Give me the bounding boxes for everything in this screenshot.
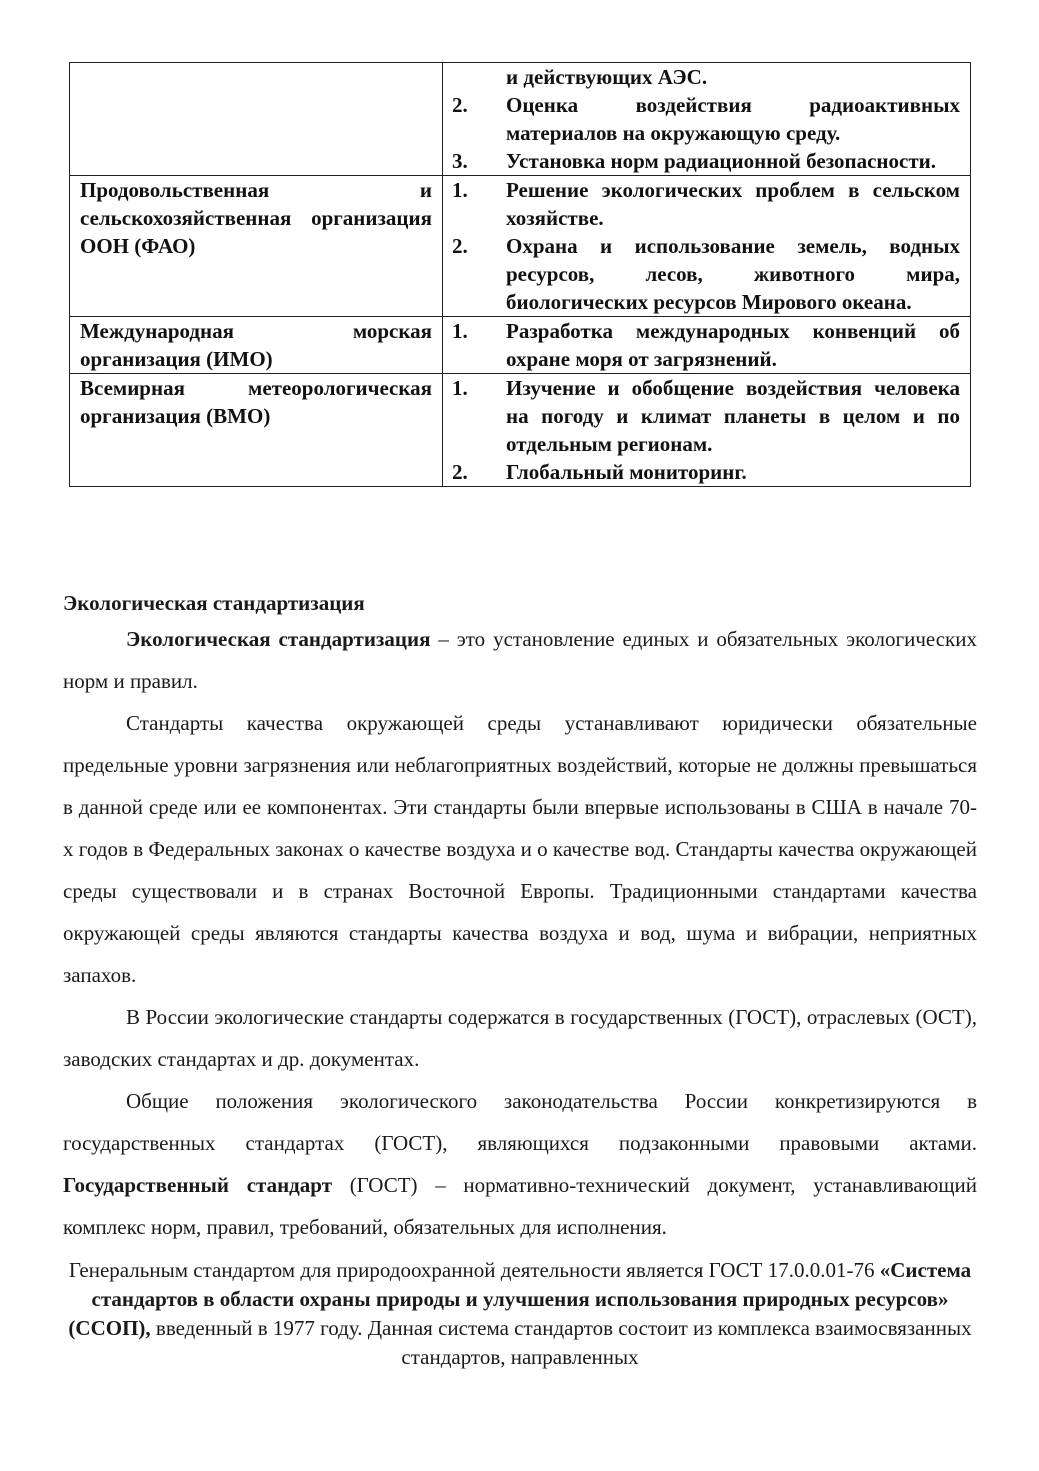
section-title: Экологическая стандартизация — [63, 591, 365, 615]
task-item — [443, 147, 960, 175]
task-number: 2. — [452, 234, 468, 258]
task-text: Установка норм радиационной безопасности. — [506, 149, 937, 173]
gost-term-bold: Государственный стандарт — [63, 1173, 333, 1197]
gost-text-a: Общие положения экологического законодательства России конкретизируются в государственных стандартах (ГОСТ), являющихся подзаконными правовыми актами. — [63, 1089, 977, 1155]
organization-name: Всемирная метеорологическая организация (ВМО) — [80, 376, 432, 428]
task-item — [443, 374, 960, 458]
term-bold: Экологическая стандартизация — [126, 627, 431, 651]
task-number: 1. — [452, 178, 468, 202]
task-number: 2. — [452, 93, 468, 117]
task-item — [443, 458, 960, 486]
task-item — [443, 176, 960, 232]
paragraph-gost — [63, 1080, 977, 1248]
organization-cell — [70, 374, 443, 487]
ssop-title-bold: «Система стандартов в области охраны природы и улучшения использования природных ресурсов» (ССОП), — [68, 1258, 972, 1340]
task-item — [443, 63, 960, 91]
paragraph-ssop — [63, 1256, 977, 1372]
task-number: 3. — [452, 149, 468, 173]
task-item — [443, 317, 960, 373]
table-body — [70, 63, 971, 487]
organization-name: Международная морская организация (ИМО) — [80, 319, 432, 371]
tasks-cell — [443, 374, 971, 487]
organization-cell — [70, 63, 443, 176]
table-row — [70, 374, 971, 487]
ssop-text-b: введенный в 1977 году. Данная система стандартов состоит из комплекса взаимосвязанных стандартов, направленных — [150, 1316, 972, 1369]
task-text: Охрана и использование земель, водных ресурсов, лесов, животного мира, биологических ресурсов Мирового океана. — [506, 234, 960, 314]
task-text: Решение экологических проблем в сельском хозяйстве. — [506, 178, 960, 230]
organization-cell — [70, 317, 443, 374]
table-row — [70, 63, 971, 176]
task-text: и действующих АЭС. — [506, 65, 708, 89]
organization-cell — [70, 176, 443, 317]
task-number: 2. — [452, 460, 468, 484]
ssop-text-a: Генеральным стандартом для природоохранной деятельности является ГОСТ 17.0.0.01-76 — [68, 1258, 880, 1282]
definition-text: – это установление единых и обязательных экологических норм и правил. — [63, 627, 977, 693]
task-number — [443, 63, 506, 91]
table-row — [70, 317, 971, 374]
task-number: 1. — [452, 376, 468, 400]
task-text: Изучение и обобщение воздействия человека на погоду и климат планеты в целом и по отдельным регионам. — [506, 376, 960, 456]
paragraph-definition — [63, 618, 977, 702]
paragraph-standards: Стандарты качества окружающей среды устанавливают юридически обязательные предельные уровни загрязнения или неблагоприятных воздействий, которые не должны превышаться в данной среде или ее компонентах. Эти стандарты были впервые использованы в США в начале 70-х годов в Федеральных законах о качестве воздуха и о качестве вод. Стандарты качества окружающей среды существовали и в странах Восточной Европы. Традиционными стандартами качества окружающей среды являются стандарты качества воздуха и вод, шума и вибрации, неприятных запахов. — [63, 711, 977, 987]
tasks-cell — [443, 63, 971, 176]
task-text: Разработка международных конвенций об охране моря от загрязнений. — [506, 319, 960, 371]
task-text: Оценка воздействия радиоактивных материалов на окружающую среду. — [506, 93, 960, 145]
document-body — [63, 588, 977, 1372]
tasks-cell — [443, 317, 971, 374]
organization-name: Продовольственная и сельскохозяйственная организация ООН (ФАО) — [80, 178, 432, 258]
paragraph-russia: В России экологические стандарты содержатся в государственных (ГОСТ), отраслевых (ОСТ), заводских стандартах и др. документах. — [63, 1005, 977, 1071]
task-text: Глобальный мониторинг. — [506, 460, 747, 484]
table-row — [70, 176, 971, 317]
organizations-table — [69, 62, 971, 487]
task-number: 1. — [452, 319, 468, 343]
task-item — [443, 91, 960, 147]
gost-text-b: (ГОСТ) – нормативно-технический документ, устанавливающий комплекс норм, правил, требований, обязательных для исполнения. — [63, 1173, 977, 1239]
tasks-cell — [443, 176, 971, 317]
task-item — [443, 232, 960, 316]
